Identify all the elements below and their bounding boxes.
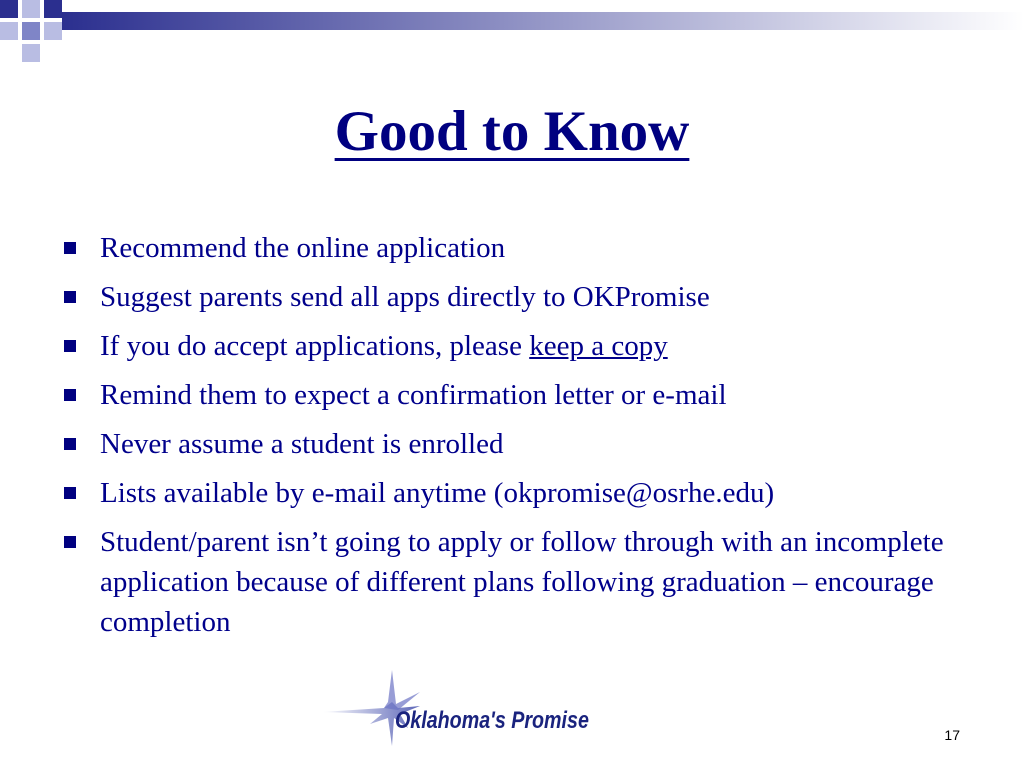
square-bullet-icon [64, 438, 76, 450]
deco-square [22, 44, 40, 62]
bullet-item: Suggest parents send all apps directly to OKPromise [64, 277, 964, 317]
bullet-item: If you do accept applications, please keep a copy [64, 326, 964, 366]
bullet-item: Never assume a student is enrolled [64, 424, 964, 464]
square-bullet-icon [64, 536, 76, 548]
oklahomas-promise-logo-text: Oklahoma's Promise [395, 707, 589, 734]
deco-square [0, 22, 18, 40]
deco-square [22, 22, 40, 40]
square-bullet-icon [64, 291, 76, 303]
square-bullet-icon [64, 340, 76, 352]
header-gradient-bar [62, 12, 1024, 30]
square-bullet-icon [64, 242, 76, 254]
bullet-list [64, 228, 964, 651]
header-decoration [0, 0, 1024, 70]
deco-square [22, 0, 40, 18]
square-bullet-icon [64, 389, 76, 401]
bullet-item: Remind them to expect a confirmation letter or e-mail [64, 375, 964, 415]
square-bullet-icon [64, 487, 76, 499]
deco-square [0, 0, 18, 18]
bullet-item: Recommend the online application [64, 228, 964, 268]
deco-square [44, 0, 62, 18]
bullet-item: Lists available by e-mail anytime (okpromise@osrhe.edu) [64, 473, 964, 513]
deco-square [44, 22, 62, 40]
keep-a-copy-link[interactable]: keep a copy [529, 330, 668, 362]
slide-title: Good to Know [334, 100, 690, 163]
bullet-item: Student/parent isn’t going to apply or follow through with an incomplete application because of different plans following graduation – encourage completion [64, 522, 964, 642]
page-number: 17 [944, 727, 960, 743]
